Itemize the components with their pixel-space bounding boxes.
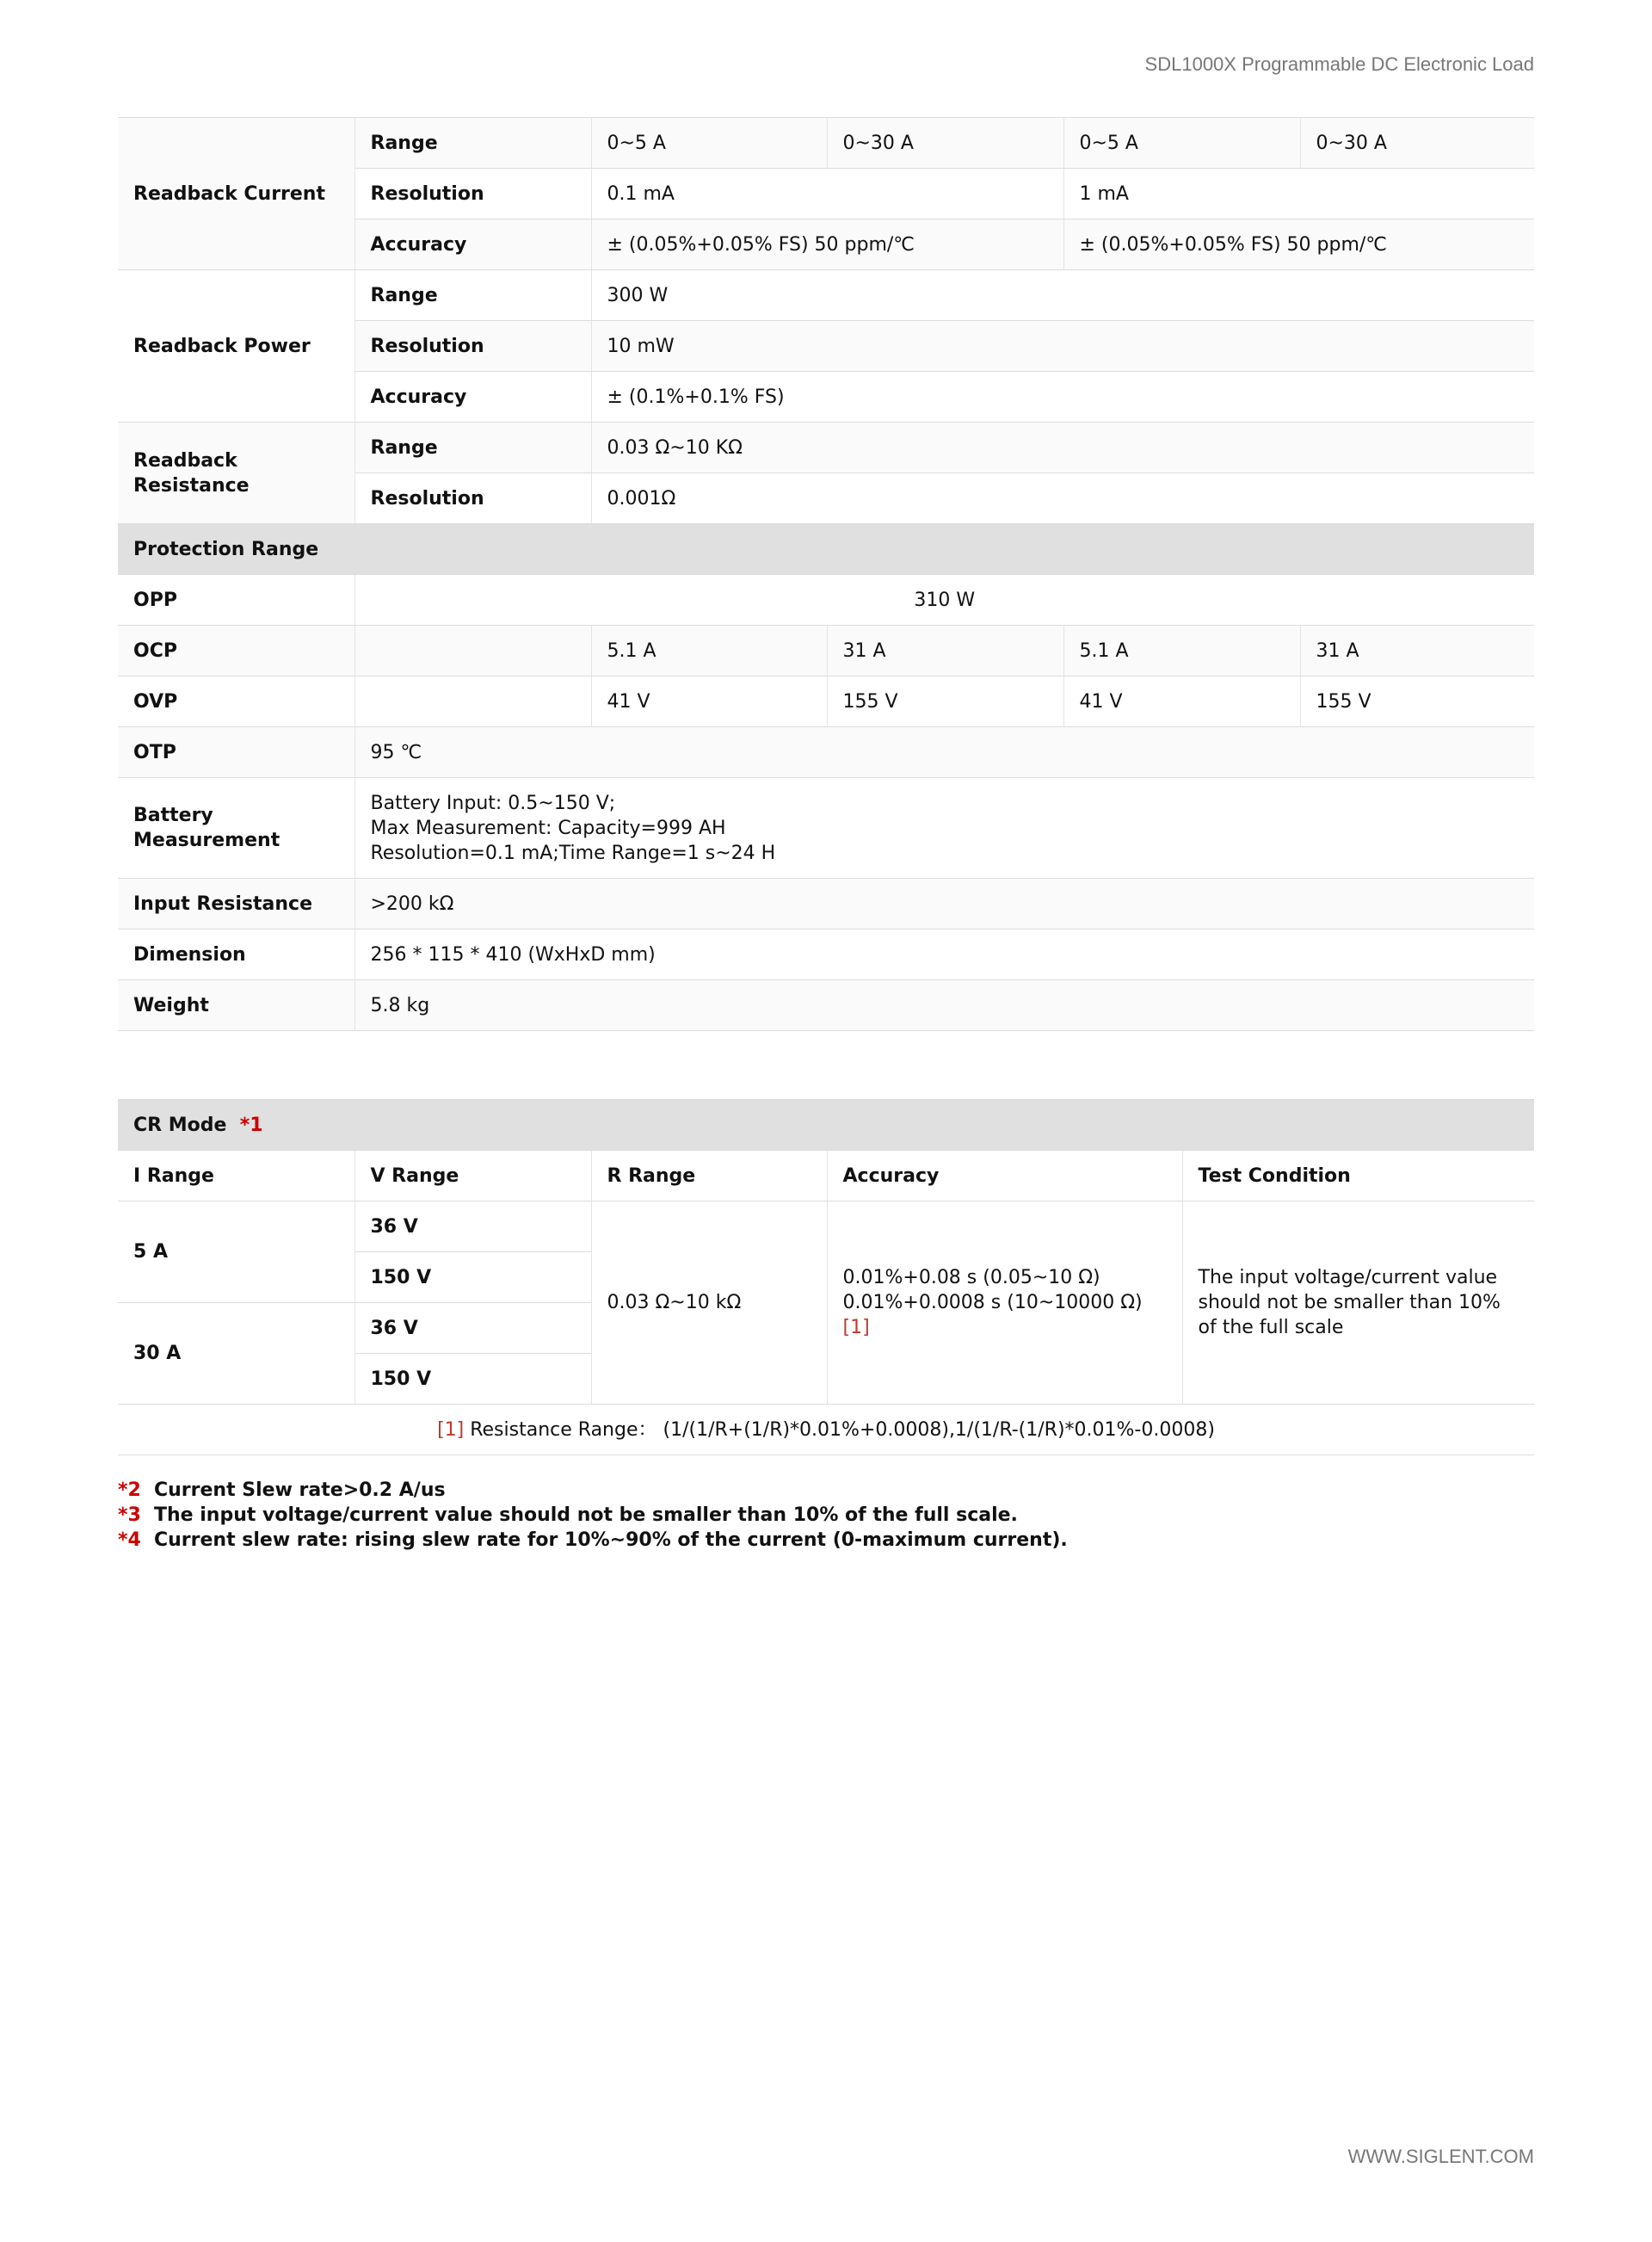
protection-range-heading: Protection Range [118,524,1534,575]
table-cell: 0~5 A [1063,118,1300,169]
table-cell: 155 V [1300,676,1534,727]
battery-measurement-label [118,778,354,879]
otp-value: 95 ℃ [354,727,1534,778]
accuracy-line-text: 0.01%+0.0008 s (10~10000 Ω) [842,1292,1143,1313]
readback-power-label: Readback Power [118,270,354,423]
table-cell: 0.1 mA [591,169,1063,219]
accuracy-line: 0.01%+0.08 s (0.05~10 Ω) [842,1267,1100,1288]
table-row [118,270,1534,321]
cr-mode-mark: *1 [239,1114,263,1136]
table-cell: 0~30 A [1300,118,1534,169]
section-header-row [118,524,1534,575]
ocp-label: OCP [118,626,354,676]
readback-current-label: Readback Current [118,118,354,270]
opp-label: OPP [118,575,354,626]
input-resistance-value: >200 kΩ [354,879,1534,930]
table-cell: 300 W [591,270,1534,321]
note-item [118,1528,1068,1553]
note-item [118,1503,1068,1528]
cr-mode-table [118,1099,1534,1455]
dimension-value: 256 * 115 * 410 (WxHxD mm) [354,930,1534,980]
table-row [118,1405,1534,1455]
table-row [118,423,1534,473]
v-range-cell: 36 V [354,1303,591,1354]
battery-measurement-value [354,778,1534,879]
note-text: The input voltage/current value should not be smaller than 10% of the full scale. [154,1504,1018,1526]
table-cell: 31 A [827,626,1063,676]
table-row [118,626,1534,676]
table-row [118,727,1534,778]
dimension-label: Dimension [118,930,354,980]
row-label: Resolution [354,473,591,524]
row-label: Accuracy [354,219,591,270]
label-line: Battery [133,805,213,826]
table-cell: 0~30 A [827,118,1063,169]
table-cell: 10 mW [591,321,1534,372]
column-header: I Range [118,1151,354,1201]
row-label: Range [354,270,591,321]
column-header: V Range [354,1151,591,1201]
v-range-cell: 150 V [354,1354,591,1405]
footnotes [118,1478,1068,1553]
row-label: Range [354,423,591,473]
table-row [118,676,1534,727]
weight-value: 5.8 kg [354,980,1534,1031]
table-row [118,575,1534,626]
value-line: Battery Input: 0.5~150 V; [370,792,616,814]
input-resistance-label: Input Resistance [118,879,354,930]
table-cell: 5.1 A [591,626,827,676]
table-row [118,778,1534,879]
footnote-ref: [1] [437,1418,465,1441]
table-cell: ± (0.1%+0.1% FS) [591,372,1534,423]
note-text: Current Slew rate>0.2 A/us [154,1479,446,1501]
accuracy-line [843,1290,1167,1340]
r-range-cell: 0.03 Ω~10 kΩ [591,1201,827,1405]
table-cell: 155 V [827,676,1063,727]
readback-resistance-label: Readback Resistance [118,423,354,524]
page-header-title: SDL1000X Programmable DC Electronic Load [1144,53,1534,75]
column-header: Test Condition [1182,1151,1534,1201]
table-cell: 0.03 Ω~10 KΩ [591,423,1534,473]
table-cell: 41 V [591,676,827,727]
table-row [118,980,1534,1031]
v-range-cell: 150 V [354,1252,591,1303]
table-row [118,1201,1534,1252]
cr-mode-heading [118,1100,1534,1151]
value-line: Max Measurement: Capacity=999 AH [370,817,726,839]
table-cell: 31 A [1300,626,1534,676]
weight-label: Weight [118,980,354,1031]
note-text: Current slew rate: rising slew rate for 10%~90% of the current (0-maximum current). [154,1529,1068,1551]
table-cell: 5.1 A [1063,626,1300,676]
section-header-row [118,1100,1534,1151]
column-header: Accuracy [827,1151,1182,1201]
opp-value: 310 W [354,575,1534,626]
i-range-cell: 5 A [118,1201,354,1303]
label-line: Measurement [133,830,280,851]
note-item [118,1478,1068,1503]
empty-cell [354,676,591,727]
table-row [118,930,1534,980]
accuracy-cell [827,1201,1182,1405]
table-cell: 1 mA [1063,169,1534,219]
otp-label: OTP [118,727,354,778]
row-label: Accuracy [354,372,591,423]
table-cell: ± (0.05%+0.05% FS) 50 ppm/℃ [1063,219,1534,270]
i-range-cell: 30 A [118,1303,354,1405]
empty-cell [354,626,591,676]
note-mark: *2 [118,1479,141,1501]
note-mark: *3 [118,1504,141,1526]
cr-mode-title: CR Mode [133,1114,227,1136]
table-cell: 0~5 A [591,118,827,169]
row-label: Resolution [354,321,591,372]
value-line: Resolution=0.1 mA;Time Range=1 s~24 H [370,842,776,864]
table-row [118,879,1534,930]
accuracy-ref: [1] [842,1317,870,1338]
v-range-cell: 36 V [354,1201,591,1252]
specification-table [118,117,1534,1031]
row-label: Range [354,118,591,169]
table-cell: 41 V [1063,676,1300,727]
table-cell: ± (0.05%+0.05% FS) 50 ppm/℃ [591,219,1063,270]
column-header: R Range [591,1151,827,1201]
table-header-row [118,1151,1534,1201]
ovp-label: OVP [118,676,354,727]
footnote-text: Resistance Range： (1/(1/R+(1/R)*0.01%+0.0008),1/(1/R-(1/R)*0.01%-0.0008) [464,1418,1215,1441]
cr-footnote [118,1405,1534,1455]
note-mark: *4 [118,1529,141,1551]
table-row [118,118,1534,169]
table-cell: 0.001Ω [591,473,1534,524]
row-label: Resolution [354,169,591,219]
page-footer-site: WWW.SIGLENT.COM [1347,2146,1534,2167]
test-condition-cell: The input voltage/current value should not be smaller than 10% of the full scale [1182,1201,1534,1405]
